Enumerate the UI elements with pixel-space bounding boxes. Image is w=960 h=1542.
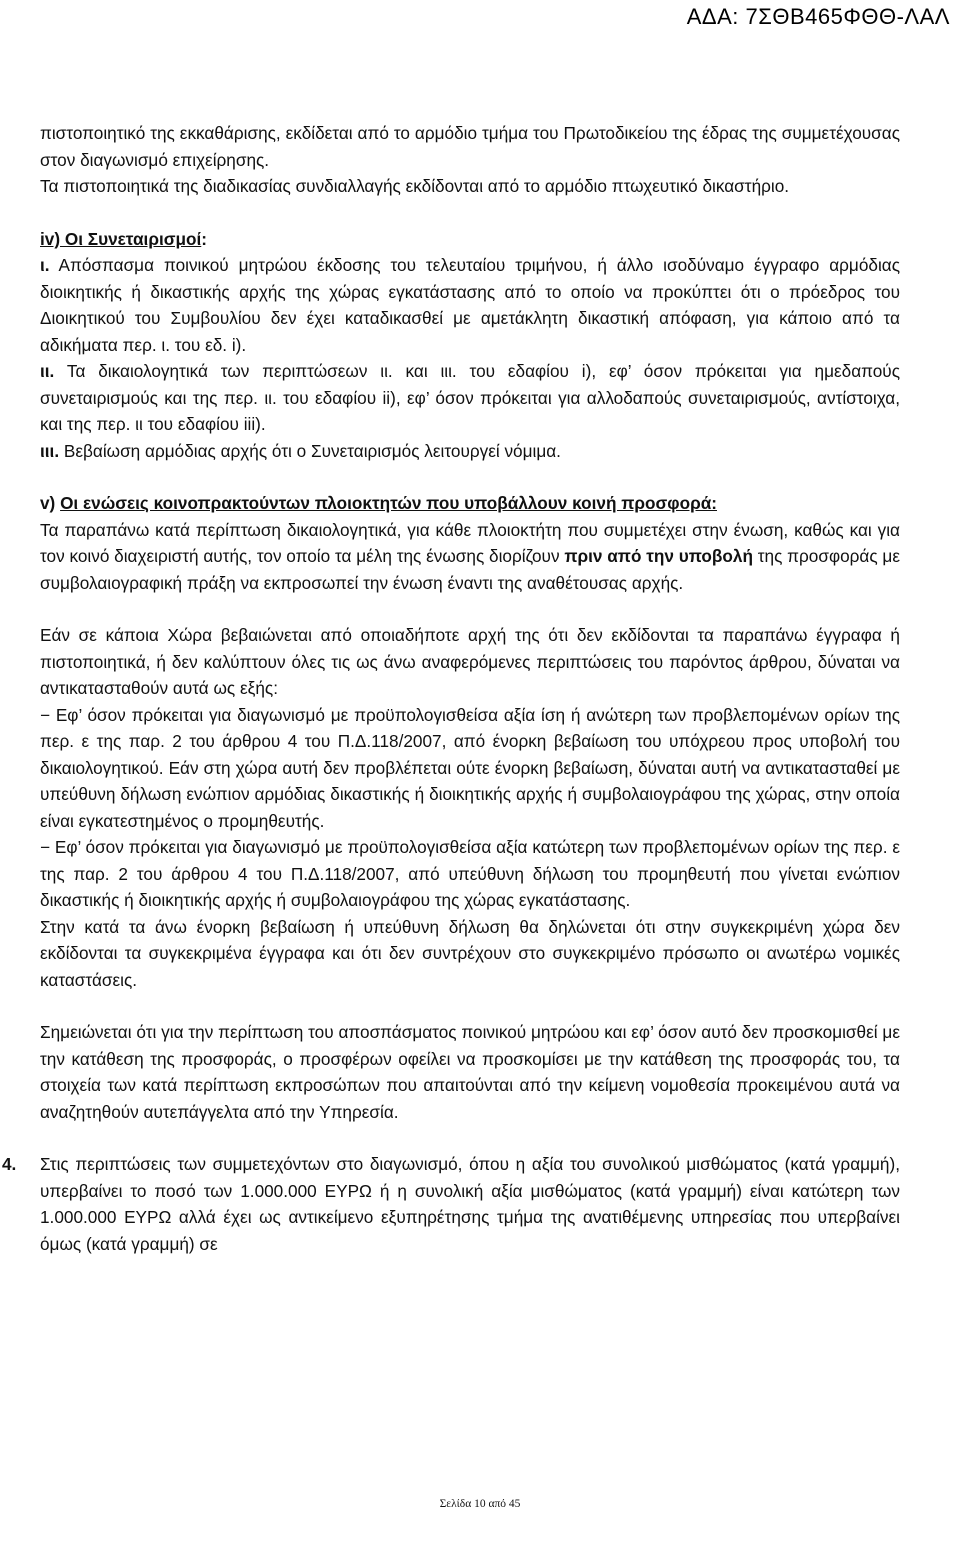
item-4-number: 4.: [2, 1154, 17, 1174]
dash-item-2: − Εφ’ όσον πρόκειται για διαγωνισμό με προϋπολογισθείσα αξία κατώτερη των προβλεπομένων ορίων της περ. ε της παρ. 2 του άρθρου 4 του Π.Δ.118/2007, από υπεύθυνη δήλωση του προμηθευτή που γίνεται ενώπιον δικαστικής ή διοικητικής αρχής ή συμβολαιογράφου της χώρας εγκατάστασης.: [40, 837, 900, 910]
paragraph-cert-2: Τα πιστοποιητικά της διαδικασίας συνδιαλλαγής εκδίδονται από το αρμόδιο πτωχευτικό δικαστήριο.: [40, 176, 790, 196]
item-iv-i: ι. Απόσπασμα ποινικού μητρώου έκδοσης του τελευταίου τριμήνου, ή άλλο ισοδύναμο έγγραφο αρμόδιας διοικητικής ή δικαστικής αρχής της χώρας εγκατάστασης από το οποίο να προκύπτει ότι ο πρόεδρος του Διοικητικού του Συμβουλίου δεν έχει καταδικασθεί με αμετάκλητη δικαστική απόφαση, για κάποιο από τα αδικήματα περ. ι. του εδ. i).: [40, 255, 900, 355]
document-body: [2, 120, 900, 1257]
paragraph-cert-1: πιστοποιητικό της εκκαθάρισης, εκδίδεται από το αρμόδιο τμήμα του Πρωτοδικείου της έδρας της συμμετέχουσας στον διαγωνισμό επιχείρησης.: [40, 123, 900, 170]
item-iv-ii: ιι. Τα δικαιολογητικά των περιπτώσεων ιι. και ιιι. του εδαφίου i), εφ’ όσον πρόκειται για ημεδαπούς συνεταιρισμούς και της περ. ιι. του εδαφίου ii), εφ’ όσον πρόκειται για αλλοδαπούς συνεταιρισμούς, αντίστοιχα, και της περ. ιι του εδαφίου iii).: [40, 361, 900, 434]
heading-v: v) Οι ενώσεις κοινοπρακτούντων πλοιοκτητών που υποβάλλουν κοινή προσφορά:: [40, 493, 717, 513]
paragraph-note: Σημειώνεται ότι για την περίπτωση του αποσπάσματος ποινικού μητρώου και εφ’ όσον αυτό δεν προσκομισθεί με την κατάθεση της προσφοράς, ο προσφέρων οφείλει να προσκομίσει με την κατάθεση της προσφοράς του, τα στοιχεία των κατά περίπτωση εκπροσώπων που απαιτούνται από την κείμενη νομοθεσία προκειμένου αυτά να αναζητηθούν αυτεπάγγελτα από την Υπηρεσία.: [40, 1022, 900, 1122]
numbered-item-4: [2, 1151, 900, 1257]
heading-iv-text: iv) Οι Συνεταιρισμοί: [40, 228, 202, 249]
paragraph-country: Εάν σε κάποια Χώρα βεβαιώνεται από οποιαδήποτε αρχή της ότι δεν εκδίδονται τα παραπάνω έγγραφα ή πιστοποιητικά, ή δεν καλύπτουν όλες τις ως άνω αναφερόμενες περιπτώσεις του παρόντος άρθρου, δύναται να αντικατασταθούν αυτά ως εξής:: [40, 625, 900, 698]
page-number: Σελίδα 10 από 45: [439, 1498, 521, 1510]
ada-code: ΑΔΑ: 7ΣΘΒ465ΦΘΘ-ΛΑΛ: [686, 4, 950, 29]
item-4-text: Στις περιπτώσεις των συμμετεχόντων στο διαγωνισμό, όπου η αξία του συνολικού μισθώματος (κατά γραμμή), υπερβαίνει το ποσό των 1.000.000 ΕΥΡΩ ή η συνολική αξία μισθώματος (κατά γραμμή) είναι κατώτερη των 1.000.000 ΕΥΡΩ αλλά έχει ως αντικείμενο εξυπηρέτησης τμήμα της ανατιθέμενης υπηρεσίας που υπερβαίνει όμως (κατά γραμμή) σε: [40, 1154, 900, 1254]
heading-iv: iv) Οι Συνεταιρισμοί:: [40, 228, 208, 249]
item-iv-iii: ιιι. Βεβαίωση αρμόδιας αρχής ότι ο Συνεταιρισμός λειτουργεί νόμιμα.: [40, 440, 561, 461]
dash-item-1: − Εφ’ όσον πρόκειται για διαγωνισμό με προϋπολογισθείσα αξία ίση ή ανώτερη των προβλεπομένων ορίων της περ. ε της παρ. 2 του άρθρου 4 του Π.Δ.118/2007, από ένορκη βεβαίωση του υπόχρεου προς υποβολή του δικαιολογητικού. Εάν στη χώρα αυτή δεν προβλέπεται ούτε ένορκη βεβαίωση, δύναται αυτή να αντικατασταθεί με υπεύθυνη δήλωση ενώπιον αρμόδιας δικαστικής ή διοικητικής αρχής ή συμβολαιογράφου της χώρας, στην οποία είναι εγκατεστημένος ο προμηθευτής.: [40, 704, 900, 831]
paragraph-v: Τα παραπάνω κατά περίπτωση δικαιολογητικά, για κάθε πλοιοκτήτη που συμμετέχει στην ένωση, καθώς και για τον κοινό διαχειριστή αυτής, τον οποίο τα μέλη της ένωσης διορίζουν πριν από την υποβολή της προσφοράς με συμβολαιογραφική πράξη να εκπροσωπεί την ένωση έναντι της αναθέτουσας αρχής.: [40, 519, 900, 593]
heading-v-text: Οι ενώσεις κοινοπρακτούντων πλοιοκτητών που υποβάλλουν κοινή προσφορά:: [60, 493, 717, 513]
paragraph-sworn: Στην κατά τα άνω ένορκη βεβαίωση ή υπεύθυνη δήλωση θα δηλώνεται ότι στην συγκεκριμένη χώρα δεν εκδίδονται τα συγκεκριμένα έγγραφα και ότι δεν συντρέχουν στο συγκεκριμένο πρόσωπο οι ανωτέρω νομικές καταστάσεις.: [40, 916, 900, 990]
